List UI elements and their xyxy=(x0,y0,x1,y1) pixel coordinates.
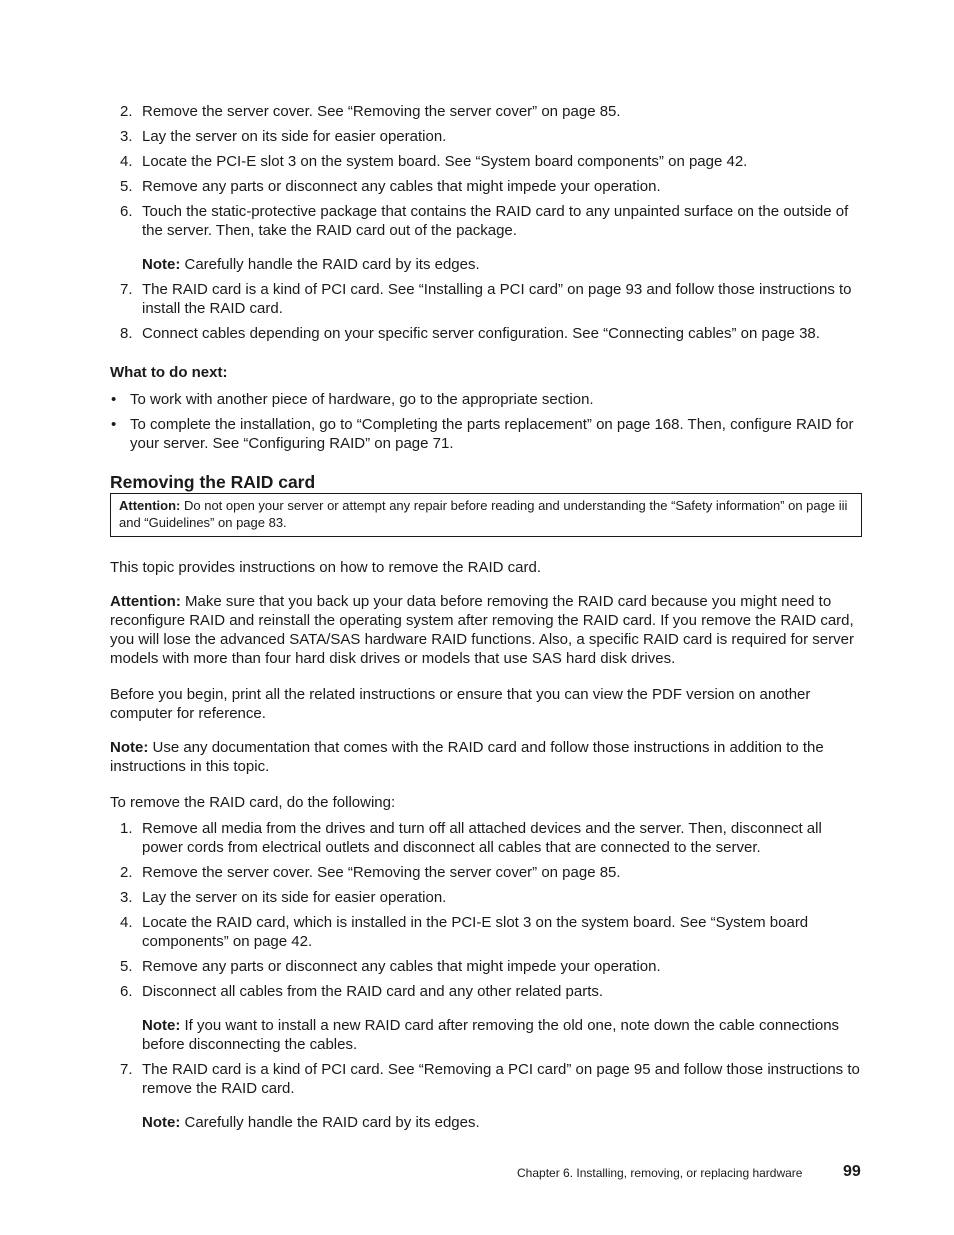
step-text: Lay the server on its side for easier operation. xyxy=(142,128,447,145)
list-item xyxy=(111,415,861,453)
bullet-icon: • xyxy=(111,391,117,408)
step-number: 4. xyxy=(120,153,133,170)
list-item xyxy=(120,177,865,196)
attention-box xyxy=(110,493,862,537)
attention-label: Attention: xyxy=(110,593,181,610)
step-text: The RAID card is a kind of PCI card. See “Installing a PCI card” on page 93 and follow those instructions to install the RAID card. xyxy=(142,281,852,317)
list-item xyxy=(120,127,865,146)
step-text: Locate the PCI-E slot 3 on the system board. See “System board components” on page 42. xyxy=(142,153,748,170)
bullet-icon: • xyxy=(111,416,117,433)
step-number: 6. xyxy=(120,203,133,220)
step-number: 5. xyxy=(120,958,133,975)
footer-chapter: Chapter 6. Installing, removing, or replacing hardware xyxy=(517,1166,803,1180)
section-title: Removing the RAID card xyxy=(110,472,316,492)
list-item xyxy=(120,324,865,343)
step-note xyxy=(142,1016,865,1054)
list-item xyxy=(120,202,865,274)
step-text: Remove all media from the drives and turn off all attached devices and the server. Then, disconnect all power cords from electrical outlets and disconnect all cables that are connected to the server. xyxy=(142,820,822,856)
step-number: 2. xyxy=(120,864,133,881)
what-next-heading: What to do next: xyxy=(110,364,228,381)
step-text: Remove any parts or disconnect any cables that might impede your operation. xyxy=(142,178,661,195)
note-label: Note: xyxy=(110,739,149,756)
step-number: 7. xyxy=(120,281,133,298)
attention-paragraph xyxy=(110,592,865,668)
note-text: Carefully handle the RAID card by its edges. xyxy=(180,1114,480,1131)
list-item xyxy=(120,819,865,857)
bullet-text: To work with another piece of hardware, go to the appropriate section. xyxy=(130,391,594,408)
step-note xyxy=(142,255,865,274)
attention-text: Make sure that you back up your data before removing the RAID card because you might need to reconfigure RAID and reinstall the operating system after removing the RAID card. If you remove the RAID card, you will lose the advanced SATA/SAS hardware RAID functions. Also, a specific RAID card is required for server models with more than four hard disk drives or models that use SAS hard disk drives. xyxy=(110,593,854,667)
list-item xyxy=(120,982,865,1054)
intro-paragraph: This topic provides instructions on how to remove the RAID card. xyxy=(110,559,542,576)
note-text: Use any documentation that comes with the RAID card and follow those instructions in addition to the instructions in this topic. xyxy=(110,739,824,775)
step-number: 7. xyxy=(120,1061,133,1078)
step-text: Remove the server cover. See “Removing the server cover” on page 85. xyxy=(142,864,621,881)
list-item xyxy=(120,280,865,318)
list-item xyxy=(120,913,865,951)
step-text: Remove any parts or disconnect any cables that might impede your operation. xyxy=(142,958,661,975)
step-number: 3. xyxy=(120,128,133,145)
step-text: Touch the static-protective package that contains the RAID card to any unpainted surface on the outside of the server. Then, take the RAID card out of the package. xyxy=(142,203,849,239)
list-item xyxy=(120,863,865,882)
attention-label: Attention: xyxy=(119,498,181,513)
step-text: Connect cables depending on your specific server configuration. See “Connecting cables” on page 38. xyxy=(142,325,820,342)
list-item xyxy=(111,390,861,409)
note-label: Note: xyxy=(142,256,181,273)
step-number: 3. xyxy=(120,889,133,906)
list-item xyxy=(120,957,865,976)
step-text: Locate the RAID card, which is installed in the PCI-E slot 3 on the system board. See “System board components” on page 42. xyxy=(142,914,809,950)
step-number: 2. xyxy=(120,103,133,120)
note-label: Note: xyxy=(142,1114,181,1131)
step-text: Lay the server on its side for easier operation. xyxy=(142,889,447,906)
step-text: Remove the server cover. See “Removing the server cover” on page 85. xyxy=(142,103,621,120)
list-item xyxy=(120,102,865,121)
list-item xyxy=(120,888,865,907)
list-item xyxy=(120,152,865,171)
bullet-text: To complete the installation, go to “Completing the parts replacement” on page 168. Then, configure RAID for your server. See “Configuring RAID” on page 71. xyxy=(130,416,854,452)
step-number: 1. xyxy=(120,820,133,837)
note-text: Carefully handle the RAID card by its edges. xyxy=(180,256,480,273)
note-text: If you want to install a new RAID card after removing the old one, note down the cable connections before disconnecting the cables. xyxy=(142,1017,840,1053)
step-note xyxy=(142,1113,865,1132)
step-text: The RAID card is a kind of PCI card. See “Removing a PCI card” on page 95 and follow those instructions to remove the RAID card. xyxy=(142,1061,860,1097)
page-number: 99 xyxy=(843,1163,861,1180)
before-begin-paragraph: Before you begin, print all the related instructions or ensure that you can view the PDF version on another computer for reference. xyxy=(110,686,811,722)
what-next-list xyxy=(111,390,861,453)
list-item xyxy=(120,1060,865,1132)
step-number: 6. xyxy=(120,983,133,1000)
step-number: 5. xyxy=(120,178,133,195)
install-steps-list xyxy=(120,102,865,343)
remove-intro: To remove the RAID card, do the following: xyxy=(110,794,396,811)
note-paragraph xyxy=(110,738,865,776)
step-number: 8. xyxy=(120,325,133,342)
step-text: Disconnect all cables from the RAID card and any other related parts. xyxy=(142,983,604,1000)
remove-steps-list xyxy=(120,819,865,1132)
attention-text: Do not open your server or attempt any repair before reading and understanding the “Safety information” on page iii and “Guidelines” on page 83. xyxy=(119,498,848,530)
step-number: 4. xyxy=(120,914,133,931)
note-label: Note: xyxy=(142,1017,181,1034)
